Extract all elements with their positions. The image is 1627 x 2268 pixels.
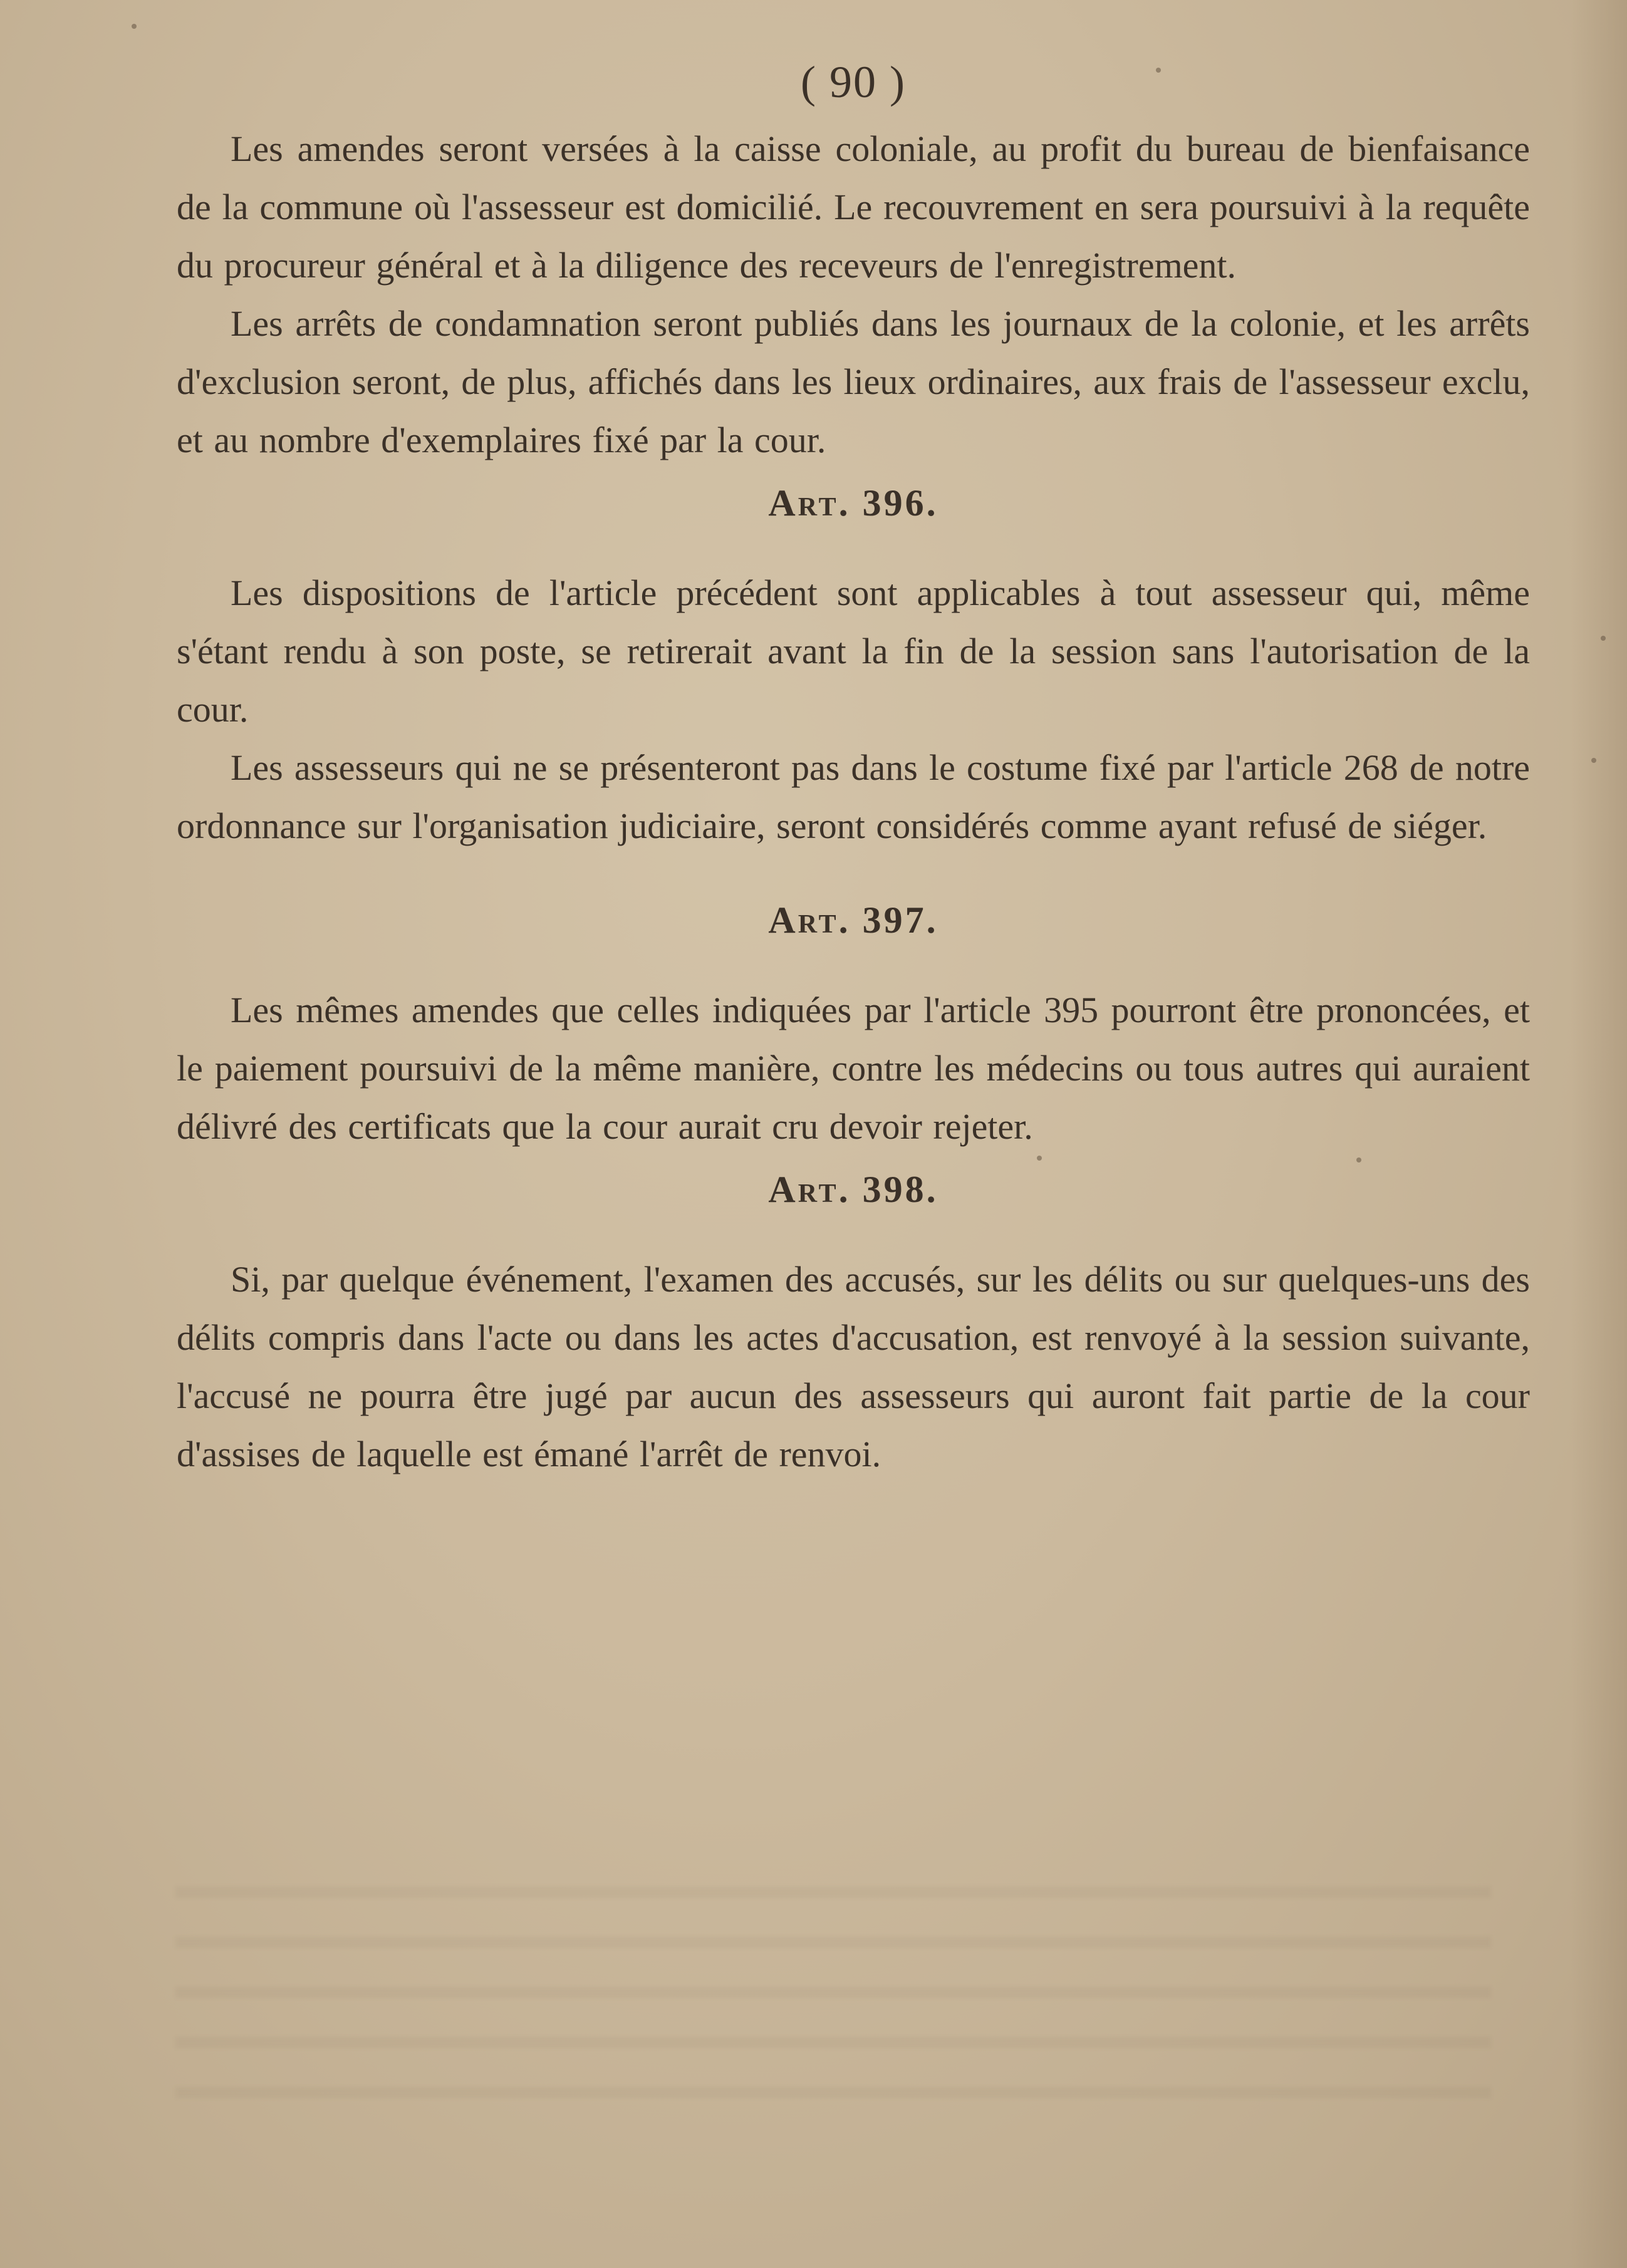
article-397 — [177, 891, 1530, 1156]
paragraph: Les assesseurs qui ne se présenteront pas dans le costume fixé par l'article 268 de notre ordonnance sur l'organisation judiciaire, seront considérés comme ayant refusé de siéger. — [177, 747, 1530, 846]
article-label: Art. — [768, 1169, 851, 1210]
document-page — [177, 56, 1530, 1483]
paper-speck — [132, 24, 137, 29]
article-label: Art. — [768, 482, 851, 524]
page-edge-shadow — [1571, 0, 1627, 2268]
paragraph: Les mêmes amendes que celles indiquées par l'article 395 pourront être prononcées, et le paiement poursuivi de la même manière, contre les médecins ou tous autres qui auraient délivré des certificats que la cour aurait cru devoir rejeter. — [177, 990, 1530, 1147]
article-398 — [177, 1161, 1530, 1483]
page-number: ( 90 ) — [801, 57, 906, 107]
article-label: Art. — [768, 899, 851, 941]
article-number: 396. — [862, 482, 938, 524]
paragraph: Si, par quelque événement, l'examen des accusés, sur les délits ou sur quelques-uns des délits compris dans l'acte ou dans les actes d'accusation, est renvoyé à la session suivante, l'accusé ne pourra être jugé par aucun des assesseurs qui auront fait partie de la cour d'assises de laquelle est émané l'arrêt de renvoi. — [177, 1259, 1530, 1474]
show-through-texture — [175, 1848, 1491, 2111]
paper-speck — [1591, 758, 1596, 763]
article-heading — [177, 474, 1530, 532]
article-number: 398. — [862, 1169, 938, 1210]
section-fines — [177, 120, 1530, 469]
paragraph: Les arrêts de condamnation seront publiés dans les journaux de la colonie, et les arrêts d'exclusion seront, de plus, affichés dans les lieux ordinaires, aux frais de l'assesseur exclu, et au nombre d'exemplaires fixé par la cour. — [177, 303, 1530, 460]
article-396 — [177, 474, 1530, 855]
paper-speck — [1601, 636, 1606, 641]
article-number: 397. — [862, 899, 938, 941]
paragraph: Les dispositions de l'article précédent sont applicables à tout assesseur qui, même s'étant rendu à son poste, se retirerait avant la fin de la session sans l'autorisation de la cour. — [177, 572, 1530, 730]
article-heading — [177, 891, 1530, 950]
paragraph: Les amendes seront versées à la caisse coloniale, au profit du bureau de bienfaisance de la commune où l'assesseur est domicilié. Le recouvrement en sera poursuivi à la requête du procureur général et à la diligence des receveurs de l'enregistrement. — [177, 128, 1530, 286]
article-heading — [177, 1161, 1530, 1219]
